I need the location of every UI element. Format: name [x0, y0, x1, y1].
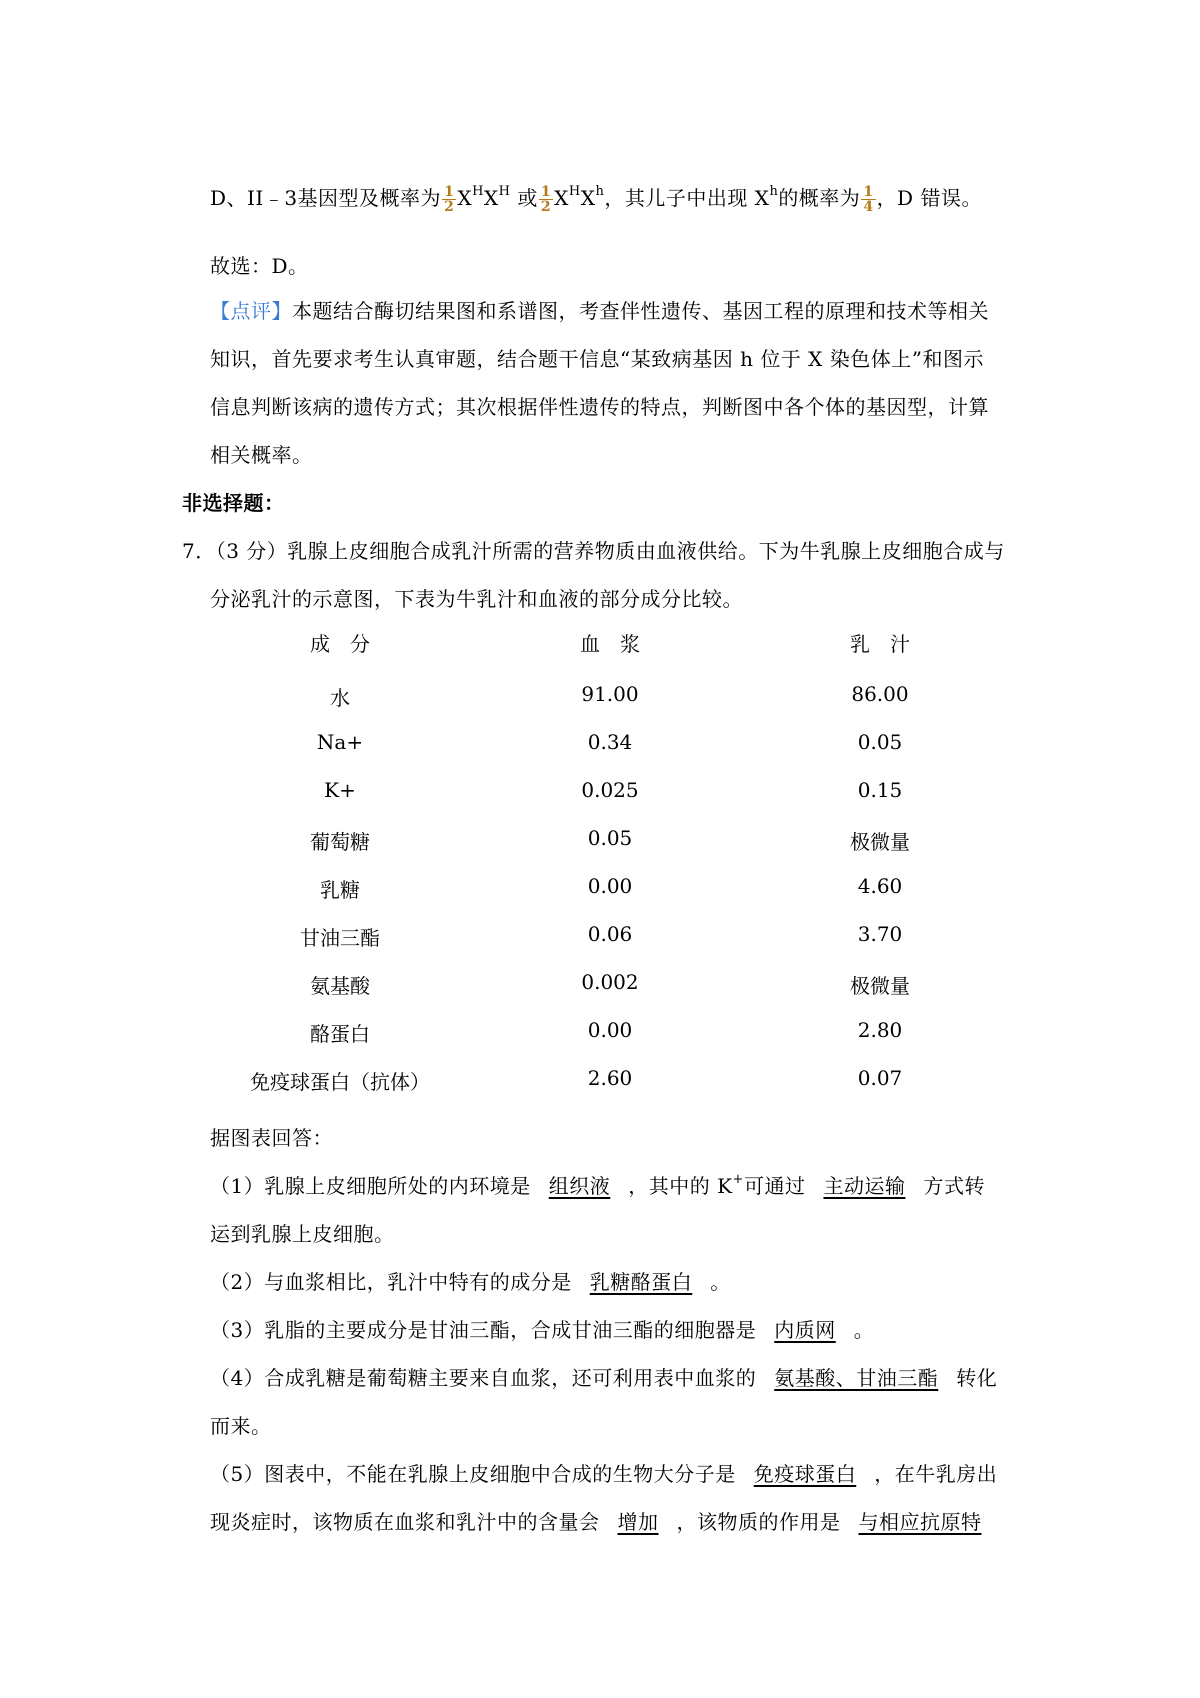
fraction: $\frac{1}{2}$ — [540, 184, 552, 215]
answer-intro: 据图表回答： — [210, 1126, 333, 1150]
fraction: $\frac{1}{4}$ — [863, 184, 874, 215]
text: D、II﹣3基因型及概率为 — [210, 186, 442, 210]
review-tag: 【点评】 — [210, 299, 292, 323]
answer-4-line-2: 而来。 — [210, 1414, 272, 1438]
answer-2: （2）与血浆相比，乳汁中特有的成分是 乳糖酪蛋白 。 — [210, 1270, 731, 1294]
table-row: 乳糖 0.00 4.60 — [320, 874, 903, 902]
answer-5-line-1: （5）图表中，不能在乳腺上皮细胞中合成的生物大分子是 免疫球蛋白 ，在牛乳房出 — [210, 1462, 998, 1486]
answer-choice: 故选：D。 — [210, 254, 309, 278]
table-row: K+ 0.025 0.15 — [324, 778, 903, 802]
answer-5-line-2: 现炎症时，该物质在血浆和乳汁中的含量会 增加 ，该物质的作用是 与相应抗原特 — [210, 1510, 982, 1534]
review-line-2: 知识，首先要求考生认真审题，结合题干信息“某致病基因 h 位于 X 染色体上”和图示 — [210, 347, 984, 371]
fraction: $\frac{1}{2}$ — [444, 184, 455, 215]
table-row: 酪蛋白 0.00 2.80 — [310, 1018, 903, 1046]
answer-blank: 内质网 — [774, 1318, 836, 1342]
table-row: Na+ 0.34 0.05 — [316, 730, 903, 754]
answer-blank: 免疫球蛋白 — [753, 1462, 857, 1486]
answer-blank: 主动运输 — [823, 1174, 906, 1198]
table-row: 氨基酸 0.002 极微量 — [310, 970, 910, 998]
table-header-row — [240, 628, 1000, 658]
header-plasma: 血 浆 — [580, 632, 640, 656]
answer-blank: 与相应抗原特 — [858, 1510, 982, 1534]
table-row: 水 91.00 86.00 — [330, 682, 909, 710]
answer-blank: 组织液 — [548, 1174, 611, 1198]
section-heading: 非选择题： — [182, 491, 285, 515]
answer-blank: 氨基酸、甘油三酯 — [774, 1366, 939, 1390]
review-line-3: 信息判断该病的遗传方式；其次根据伴性遗传的特点，判断图中各个体的基因型，计算 — [210, 395, 989, 419]
answer-blank: 增加 — [617, 1510, 659, 1534]
header-component: 成 分 — [310, 632, 370, 656]
question-7-line-2: 分泌乳汁的示意图，下表为牛乳汁和血液的部分成分比较。 — [210, 587, 743, 611]
answer-1-line-1: （1）乳腺上皮细胞所处的内环境是 组织液 ，其中的 K+可通过 主动运输 方式转 — [210, 1172, 985, 1198]
question-7-line-1: 7．（3 分）乳腺上皮细胞合成乳汁所需的营养物质由血液供给。下为牛乳腺上皮细胞合成与 — [182, 539, 1005, 563]
answer-1-line-2: 运到乳腺上皮细胞。 — [210, 1222, 395, 1246]
review-line-4: 相关概率。 — [210, 443, 313, 467]
option-d-line: D、II﹣3基因型及概率为 $\frac{1}{2}$ $X^HX^H$ 或 $\frac{1}{2}$ $X^HX^h$，其儿子中出现 $X^h$的概率为 $\frac{1}{4}$ ，D 错误。 — [210, 184, 982, 215]
answer-4-line-1: （4）合成乳糖是葡萄糖主要来自血浆，还可利用表中血浆的 氨基酸、甘油三酯 转化 — [210, 1366, 998, 1390]
table-row: 免疫球蛋白（抗体） 2.60 0.07 — [250, 1066, 903, 1094]
answer-blank: 乳糖酪蛋白 — [589, 1270, 693, 1294]
header-milk: 乳 汁 — [850, 632, 910, 656]
review-line-1: 【点评】本题结合酶切结果图和系谱图，考查伴性遗传、基因工程的原理和技术等相关 — [210, 299, 989, 323]
table-row: 葡萄糖 0.05 极微量 — [310, 826, 910, 854]
answer-3: （3）乳脂的主要成分是甘油三酯，合成甘油三酯的细胞器是 内质网 。 — [210, 1318, 875, 1342]
table-row: 甘油三酯 0.06 3.70 — [300, 922, 903, 950]
